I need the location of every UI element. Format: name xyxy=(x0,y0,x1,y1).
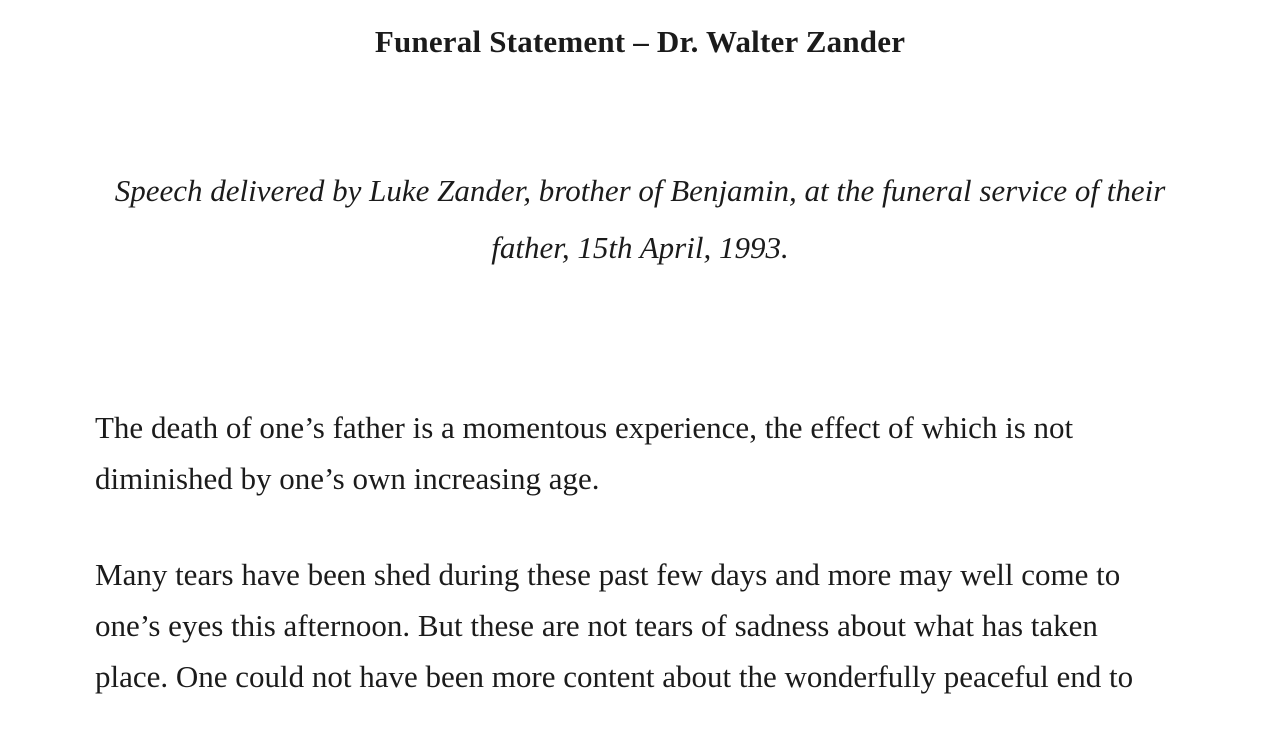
document-page xyxy=(0,22,1280,742)
body-paragraph-1: The death of one’s father is a momentous experience, the effect of which is not diminished by one’s own increasing age. xyxy=(95,410,1074,496)
document-subtitle: Speech delivered by Luke Zander, brother of Benjamin, at the funeral service of their father, 15th April, 1993. xyxy=(114,173,1166,265)
body-paragraph-2: Many tears have been shed during these past few days and more may well come to one’s eyes this afternoon. But these are not tears of sadness about what has taken place. One could not have been more content about the wonderfully peaceful end to xyxy=(95,557,1134,694)
document-title: Funeral Statement – Dr. Walter Zander xyxy=(374,24,906,59)
